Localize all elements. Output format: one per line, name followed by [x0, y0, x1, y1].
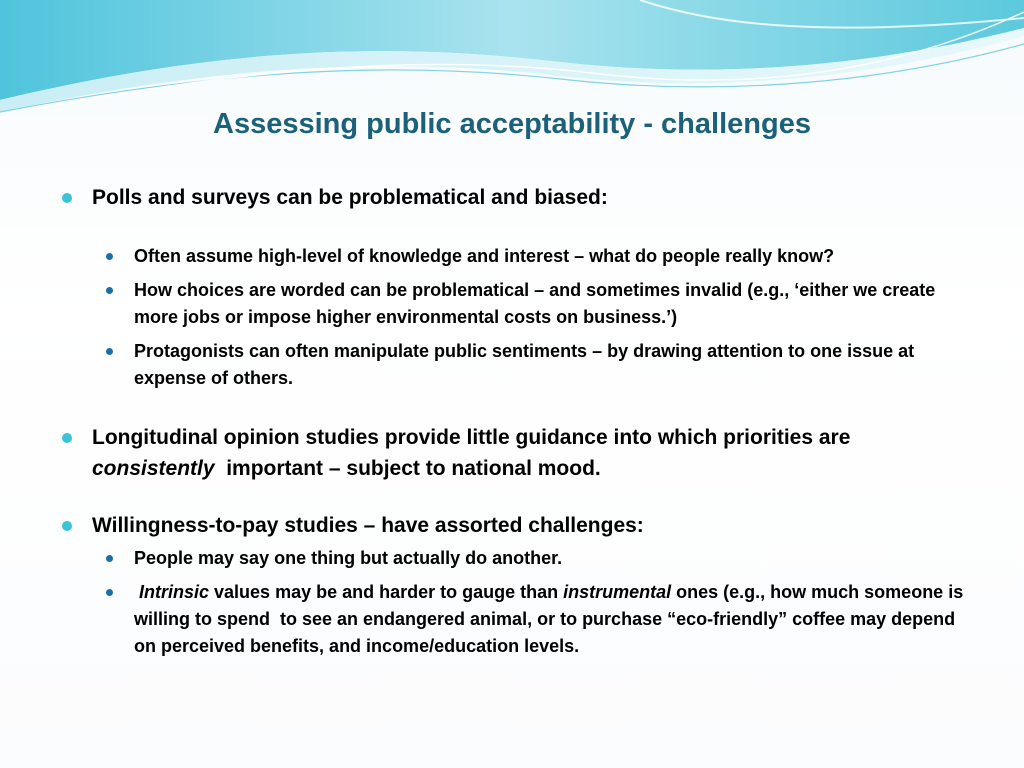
wave-decoration [0, 0, 1024, 120]
bullet-willingness [58, 510, 968, 541]
bullet-text: Willingness-to-pay studies – have assorted challenges: [92, 514, 644, 537]
sub-bullet-text: Protagonists can often manipulate public sentiments – by drawing attention to one issue at expense of others. [134, 341, 915, 388]
sub-bullet-dot-icon [106, 287, 113, 294]
sub-bullet-text: How choices are worded can be problematical – and sometimes invalid (e.g., ‘either we create more jobs or impose higher environmental costs on business.’) [134, 280, 936, 327]
sub-bullet-dot-icon [106, 253, 113, 260]
sub-bullet-text-part: ones (e.g., how much someone is willing to spend to see an endangered animal, or to purchase “eco-friendly” coffee may depend on perceived benefits, and income/education levels. [134, 582, 969, 656]
sub-bullet-dot-icon [106, 348, 113, 355]
bullet-dot-icon [62, 193, 72, 203]
sub-bullet-wording [58, 277, 968, 331]
bullet-dot-icon [62, 521, 72, 531]
sub-bullet-text: People may say one thing but actually do another. [134, 548, 563, 568]
bullet-text-part: Longitudinal opinion studies provide little guidance into which priorities are [92, 426, 851, 449]
bullet-polls [58, 182, 968, 213]
sub-bullet-say-do [58, 545, 968, 572]
sub-bullet-dot-icon [106, 589, 113, 596]
sub-bullet-dot-icon [106, 555, 113, 562]
sub-bullet-text-part: values may be and harder to gauge than [209, 582, 564, 602]
bullet-italic-text: consistently [92, 457, 215, 480]
sub-bullet-text: Often assume high-level of knowledge and interest – what do people really know? [134, 246, 835, 266]
bullet-text-part: important – subject to national mood. [214, 457, 601, 480]
bullet-longitudinal [58, 422, 968, 484]
slide-content [58, 182, 968, 660]
sub-bullet-italic-text: instrumental [563, 582, 672, 602]
sub-bullet-intrinsic [58, 579, 968, 660]
sub-bullet-italic-text: Intrinsic [139, 582, 210, 602]
bullet-text: Polls and surveys can be problematical and biased: [92, 186, 608, 209]
slide-title: Assessing public acceptability - challenges [213, 108, 811, 140]
bullet-dot-icon [62, 433, 72, 443]
sub-bullet-protagonists [58, 338, 968, 392]
sub-bullet-knowledge [58, 243, 968, 270]
